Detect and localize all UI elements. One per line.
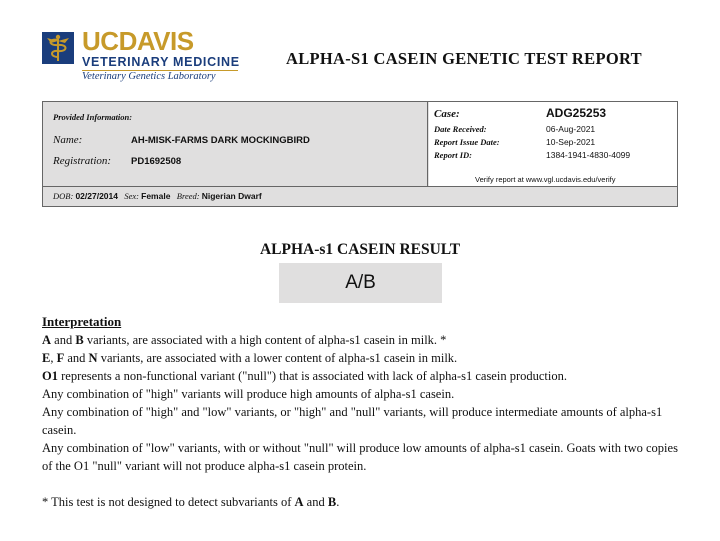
footnote bbox=[42, 493, 682, 511]
breed-value: Nigerian Dwarf bbox=[201, 191, 262, 201]
ucdavis-vetmed-logo bbox=[42, 26, 242, 85]
date-received-label: Date Received: bbox=[434, 124, 487, 134]
variant-b: B bbox=[75, 333, 84, 347]
sep: , bbox=[50, 351, 57, 365]
report-title: ALPHA-S1 CASEIN GENETIC TEST REPORT bbox=[286, 49, 642, 68]
footnote-end: . bbox=[336, 495, 340, 509]
name-label: Name: bbox=[53, 134, 83, 146]
sex-label: Sex: bbox=[124, 191, 139, 201]
case-value: ADG25253 bbox=[546, 106, 607, 120]
variant-o1: O1 bbox=[42, 369, 58, 383]
interpretation-line-null bbox=[42, 367, 682, 385]
registration-value: PD1692508 bbox=[131, 156, 182, 167]
interpretation-line-low-combo: Any combination of "low" variants, with or without "null" will produce low amounts of alpha-s1 casein. Goats with two copies of the O1 "null" variant will not produce alpha-s1 casein protein. bbox=[42, 441, 678, 473]
provided-information-pane bbox=[43, 102, 428, 186]
provided-heading: Provided Information: bbox=[53, 112, 133, 122]
footnote-variant-a: A bbox=[294, 495, 304, 509]
variant-e: E bbox=[42, 351, 51, 365]
variant-f: F bbox=[56, 351, 65, 365]
variant-a: A bbox=[42, 333, 52, 347]
info-box bbox=[42, 101, 678, 207]
verify-link[interactable]: Verify report at www.vgl.ucdavis.edu/verify bbox=[475, 175, 616, 184]
name-value: AH-MISK-FARMS DARK MOCKINGBIRD bbox=[131, 135, 310, 146]
interpretation-line-intermediate: Any combination of "high" and "low" variants, or "high" and "null" variants, will produce intermediate amounts of alpha-s1 casein. bbox=[42, 405, 663, 437]
line-text: variants, are associated with a high content of alpha-s1 casein in milk. * bbox=[83, 333, 447, 347]
case-label: Case: bbox=[434, 108, 460, 120]
brand-lab: Veterinary Genetics Laboratory bbox=[82, 71, 216, 82]
interpretation-line-high-combo: Any combination of "high" variants will produce high amounts of alpha-s1 casein. bbox=[42, 387, 455, 401]
report-id-label: Report ID: bbox=[434, 150, 473, 160]
sex-value: Female bbox=[141, 191, 171, 201]
brand-wordmark bbox=[82, 27, 194, 55]
line-text: variants, are associated with a lower content of alpha-s1 casein in milk. bbox=[97, 351, 458, 365]
breed-label: Breed: bbox=[176, 191, 200, 201]
caduceus-seal-icon bbox=[42, 32, 74, 64]
footnote-text: * This test is not designed to detect subvariants of bbox=[42, 495, 295, 509]
date-received-value: 06-Aug-2021 bbox=[546, 124, 596, 134]
line-text: represents a non-functional variant ("null") that is associated with lack of alpha-s1 casein production. bbox=[57, 369, 567, 383]
dob-label: DOB: bbox=[53, 191, 74, 201]
variant-n: N bbox=[88, 351, 98, 365]
result-heading: ALPHA-s1 CASEIN RESULT bbox=[259, 241, 461, 258]
animal-details bbox=[53, 191, 262, 201]
brand-school: VETERINARY MEDICINE bbox=[82, 55, 240, 69]
animal-details-row bbox=[43, 186, 677, 206]
footnote-variant-b: B bbox=[327, 495, 337, 509]
interpretation-line-low bbox=[42, 349, 682, 367]
interpretation-line-high bbox=[42, 331, 682, 349]
conj: and bbox=[303, 495, 328, 509]
registration-label: Registration: bbox=[53, 155, 112, 167]
genotype-result: A/B bbox=[279, 263, 442, 303]
dob-value: 02/27/2014 bbox=[75, 191, 118, 201]
conj: and bbox=[64, 351, 89, 365]
brand-uc: UC bbox=[82, 26, 119, 56]
issue-date-value: 10-Sep-2021 bbox=[546, 137, 596, 147]
interpretation-heading: Interpretation bbox=[42, 314, 122, 329]
case-pane bbox=[429, 102, 677, 186]
report-id-value: 1384-1941-4830-4099 bbox=[546, 150, 631, 160]
issue-date-label: Report Issue Date: bbox=[434, 137, 500, 147]
brand-davis: DAVIS bbox=[118, 26, 194, 56]
conj: and bbox=[51, 333, 76, 347]
